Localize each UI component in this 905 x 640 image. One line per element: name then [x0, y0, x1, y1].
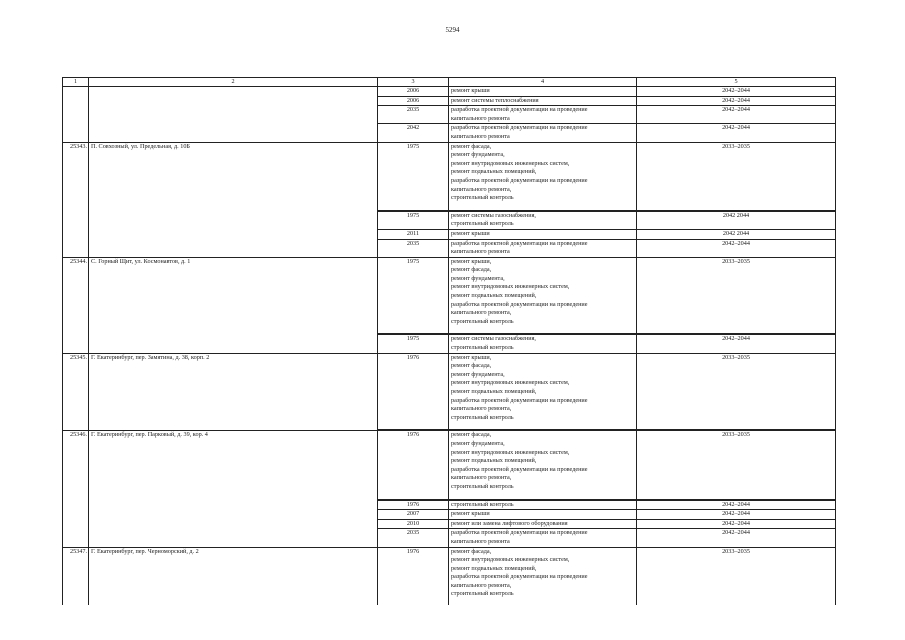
work-type-cell: разработка проектной документации на проведение капитального ремонта: [449, 124, 637, 142]
year-cell: 2042: [378, 124, 449, 142]
address-cell: П. Совхозный, ул. Предельная, д. 10Б: [89, 142, 378, 257]
period-cell: 2033–2035: [637, 142, 836, 211]
year-cell: 2007: [378, 510, 449, 520]
period-cell: 2042 2044: [637, 211, 836, 230]
work-type-cell: разработка проектной документации на проведение капитального ремонта: [449, 106, 637, 124]
table-row: [63, 353, 836, 430]
row-number: 25344.: [63, 257, 89, 353]
year-cell: 2011: [378, 229, 449, 239]
year-cell: 1976: [378, 430, 449, 499]
period-cell: 2042 2044: [637, 229, 836, 239]
column-header-4: 4: [449, 78, 637, 87]
table-row: [63, 87, 836, 97]
year-cell: 2035: [378, 529, 449, 547]
work-type-cell: ремонт системы газоснабжения, строительный контроль: [449, 334, 637, 353]
work-type-cell: ремонт фасада, ремонт фундамента, ремонт внутридомовых инженерных систем, ремонт подвальных помещений, разработка проектной документации на проведение капитального ремонта, строительный контроль: [449, 142, 637, 211]
work-type-cell: ремонт фасада, ремонт фундамента, ремонт внутридомовых инженерных систем, ремонт подвальных помещений, разработка проектной документации на проведение капитального ремонта, строительный контроль: [449, 430, 637, 499]
work-type-cell: разработка проектной документации на проведение капитального ремонта: [449, 239, 637, 257]
row-number: 25346.: [63, 430, 89, 547]
year-cell: 1975: [378, 334, 449, 353]
year-cell: 2006: [378, 87, 449, 97]
page-number: 5294: [445, 26, 460, 34]
year-cell: 1976: [378, 500, 449, 510]
table-header-row: [63, 78, 836, 87]
work-type-cell: ремонт или замена лифтового оборудования: [449, 519, 637, 529]
work-type-cell: ремонт крыши, ремонт фасада, ремонт фундамента, ремонт внутридомовых инженерных систем, ремонт подвальных помещений, разработка проектной документации на проведение капитального ремонта, строительный контроль: [449, 353, 637, 430]
year-cell: 2010: [378, 519, 449, 529]
column-header-2: 2: [89, 78, 378, 87]
period-cell: 2042–2044: [637, 124, 836, 142]
table-row: [63, 142, 836, 211]
table-row: [63, 257, 836, 334]
period-cell: 2033–2035: [637, 257, 836, 334]
period-cell: 2033–2035: [637, 547, 836, 605]
year-cell: 1976: [378, 547, 449, 605]
work-type-cell: ремонт фасада, ремонт внутридомовых инженерных систем, ремонт подвальных помещений, разработка проектной документации на проведение капитального ремонта, строительный контроль: [449, 547, 637, 605]
year-cell: 2035: [378, 106, 449, 124]
period-cell: 2042–2044: [637, 106, 836, 124]
work-type-cell: ремонт крыши: [449, 87, 637, 97]
period-cell: 2042–2044: [637, 96, 836, 106]
period-cell: 2042–2044: [637, 519, 836, 529]
address-cell: Г. Екатеринбург, пер. Замятина, д. 38, корп. 2: [89, 353, 378, 430]
column-header-1: 1: [63, 78, 89, 87]
work-type-cell: разработка проектной документации на проведение капитального ремонта: [449, 529, 637, 547]
year-cell: 1976: [378, 353, 449, 430]
year-cell: 2006: [378, 96, 449, 106]
column-header-5: 5: [637, 78, 836, 87]
work-type-cell: ремонт системы газоснабжения, строительный контроль: [449, 211, 637, 230]
row-number: 25347.: [63, 547, 89, 605]
column-header-3: 3: [378, 78, 449, 87]
address-cell: [89, 87, 378, 143]
address-cell: Г. Екатеринбург, пер. Парковый, д. 39, кор. 4: [89, 430, 378, 547]
period-cell: 2042–2044: [637, 87, 836, 97]
row-number: 25343.: [63, 142, 89, 257]
address-cell: Г. Екатеринбург, пер. Черноморский, д. 2: [89, 547, 378, 605]
period-cell: 2042–2044: [637, 529, 836, 547]
row-number: [63, 87, 89, 143]
period-cell: 2042–2044: [637, 510, 836, 520]
period-cell: 2042–2044: [637, 500, 836, 510]
period-cell: 2042–2044: [637, 239, 836, 257]
table-row: [63, 430, 836, 499]
period-cell: 2042–2044: [637, 334, 836, 353]
table-row: [63, 547, 836, 605]
work-type-cell: ремонт системы теплоснабжения: [449, 96, 637, 106]
address-cell: С. Горный Щит, ул. Космонавтов, д. 1: [89, 257, 378, 353]
work-type-cell: ремонт крыши: [449, 229, 637, 239]
year-cell: 1975: [378, 142, 449, 211]
year-cell: 1975: [378, 257, 449, 334]
year-cell: 2035: [378, 239, 449, 257]
row-number: 25345.: [63, 353, 89, 430]
period-cell: 2033–2035: [637, 430, 836, 499]
capital-repair-table: [62, 77, 836, 605]
work-type-cell: строительный контроль: [449, 500, 637, 510]
work-type-cell: ремонт крыши, ремонт фасада, ремонт фундамента, ремонт внутридомовых инженерных систем, ремонт подвальных помещений, разработка проектной документации на проведение капитального ремонта, строительный контроль: [449, 257, 637, 334]
year-cell: 1975: [378, 211, 449, 230]
work-type-cell: ремонт крыши: [449, 510, 637, 520]
period-cell: 2033–2035: [637, 353, 836, 430]
